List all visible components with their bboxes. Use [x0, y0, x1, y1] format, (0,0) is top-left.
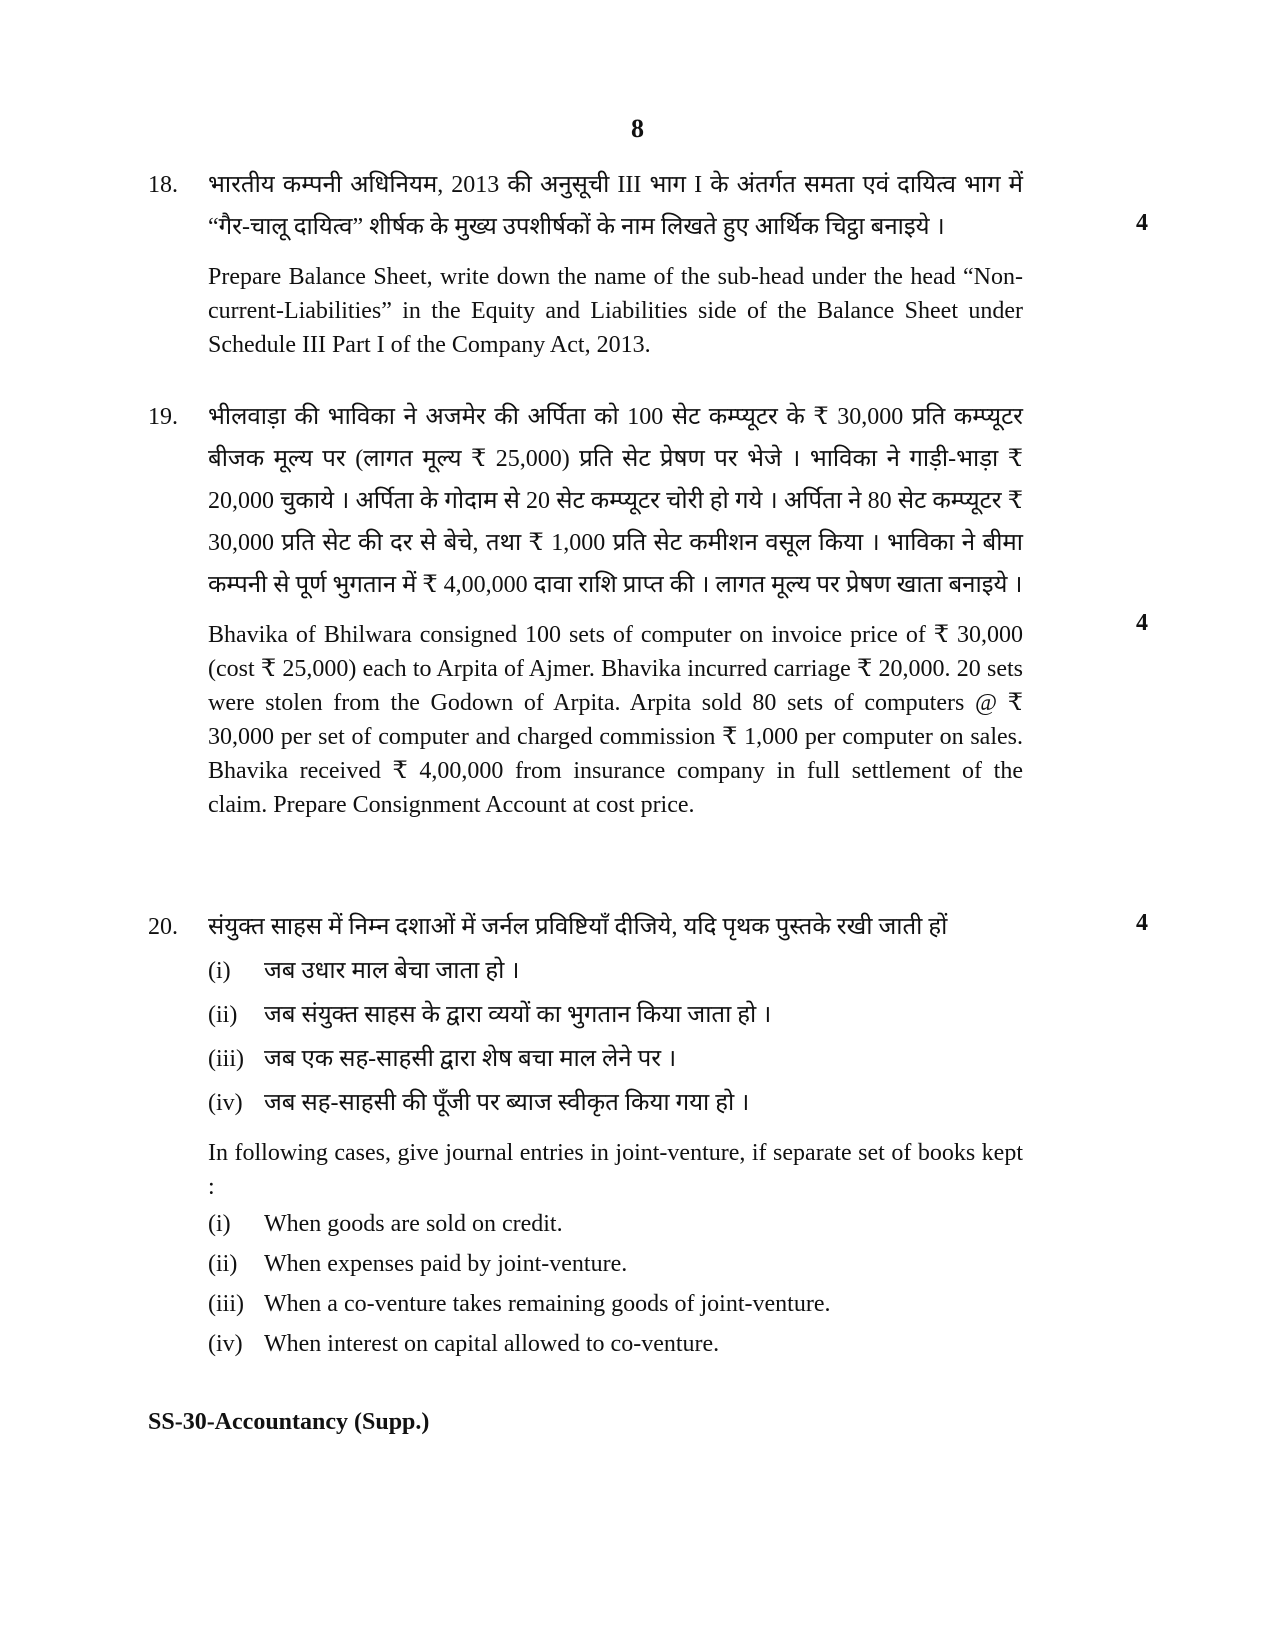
- list-item-text: जब सह-साहसी की पूँजी पर ब्याज स्वीकृत किया गया हो ।: [264, 1090, 750, 1116]
- page-number: 8: [631, 114, 644, 143]
- list-item-label: (i): [208, 1211, 231, 1237]
- list-item-text: जब एक सह-साहसी द्वारा शेष बचा माल लेने पर ।: [264, 1046, 677, 1072]
- question-number: 19.: [148, 404, 178, 430]
- list-item-label: (iv): [208, 1090, 243, 1116]
- question-20: [148, 906, 1148, 1364]
- list-item-label: (ii): [208, 1251, 238, 1277]
- list-item: [208, 1038, 1023, 1080]
- list-item-label: (i): [208, 958, 231, 984]
- question-number: 20.: [148, 914, 178, 940]
- footer-paper-code: SS-30-Accountancy (Supp.): [148, 1409, 430, 1435]
- list-item-label: (iii): [208, 1046, 244, 1072]
- list-item-text: When expenses paid by joint-venture.: [264, 1251, 628, 1277]
- list-item-label: (iii): [208, 1291, 244, 1317]
- question-text-english: Prepare Balance Sheet, write down the name of the sub-head under the head “Non-current-Liabilities” in the Equity and Liabilities side of the Balance Sheet under Schedule III Part I of the Company Act, 2013.: [208, 264, 1023, 358]
- list-item: [208, 994, 1023, 1036]
- list-item-text: When goods are sold on credit.: [264, 1211, 563, 1237]
- question-number: 18.: [148, 172, 178, 198]
- question-text-english: In following cases, give journal entries in joint-venture, if separate set of books kept :: [208, 1140, 1023, 1200]
- list-item-label: (iv): [208, 1331, 243, 1357]
- list-item-text: जब संयुक्त साहस के द्वारा व्ययों का भुगतान किया जाता हो ।: [264, 1002, 772, 1028]
- question-19: [148, 396, 1148, 822]
- list-item-text: When interest on capital allowed to co-venture.: [264, 1331, 720, 1357]
- question-text-hindi: संयुक्त साहस में निम्न दशाओं में जर्नल प्रविष्टियाँ दीजिये, यदि पृथक पुस्तके रखी जाती हों: [208, 914, 948, 940]
- list-item: [208, 950, 1023, 992]
- question-marks: 4: [1136, 910, 1148, 936]
- list-item: [208, 1284, 1023, 1324]
- list-item: [208, 1244, 1023, 1284]
- list-item-text: जब उधार माल बेचा जाता हो ।: [264, 958, 520, 984]
- question-text-hindi: भीलवाड़ा की भाविका ने अजमेर की अर्पिता को 100 सेट कम्प्यूटर के ₹ 30,000 प्रति कम्प्यूटर बीजक मूल्य पर (लागत मूल्य ₹ 25,000) प्रति सेट प्रेषण पर भेजे । भाविका ने गाड़ी-भाड़ा ₹ 20,000 चुकाये । अर्पिता के गोदाम से 20 सेट कम्प्यूटर चोरी हो गये । अर्पिता ने 80 सेट कम्प्यूटर ₹ 30,000 प्रति सेट की दर से बेचे, तथा ₹ 1,000 प्रति सेट कमीशन वसूल किया । भाविका ने बीमा कम्पनी से पूर्ण भुगतान में ₹ 4,00,000 दावा राशि प्राप्त की । लागत मूल्य पर प्रेषण खाता बनाइये ।: [208, 404, 1023, 598]
- list-item-label: (ii): [208, 1002, 238, 1028]
- list-item: [208, 1204, 1023, 1244]
- question-marks: 4: [1136, 210, 1148, 236]
- question-18: [148, 164, 1148, 362]
- question-marks: 4: [1136, 610, 1148, 636]
- list-item: [208, 1082, 1023, 1124]
- list-item: [208, 1324, 1023, 1364]
- list-item-text: When a co-venture takes remaining goods of joint-venture.: [264, 1291, 831, 1317]
- question-text-hindi: भारतीय कम्पनी अधिनियम, 2013 की अनुसूची III भाग I के अंतर्गत समता एवं दायित्व भाग में “गैर-चालू दायित्व” शीर्षक के मुख्य उपशीर्षकों के नाम लिखते हुए आर्थिक चिट्ठा बनाइये ।: [208, 172, 1023, 240]
- question-text-english: Bhavika of Bhilwara consigned 100 sets of computer on invoice price of ₹ 30,000 (cost ₹ 25,000) each to Arpita of Ajmer. Bhavika incurred carriage ₹ 20,000. 20 sets were stolen from the Godown of Arpita. Arpita sold 80 sets of computers @ ₹ 30,000 per set of computer and charged commission ₹ 1,000 per computer on sales. Bhavika received ₹ 4,00,000 from insurance company in full settlement of the claim. Prepare Consignment Account at cost price.: [208, 622, 1023, 818]
